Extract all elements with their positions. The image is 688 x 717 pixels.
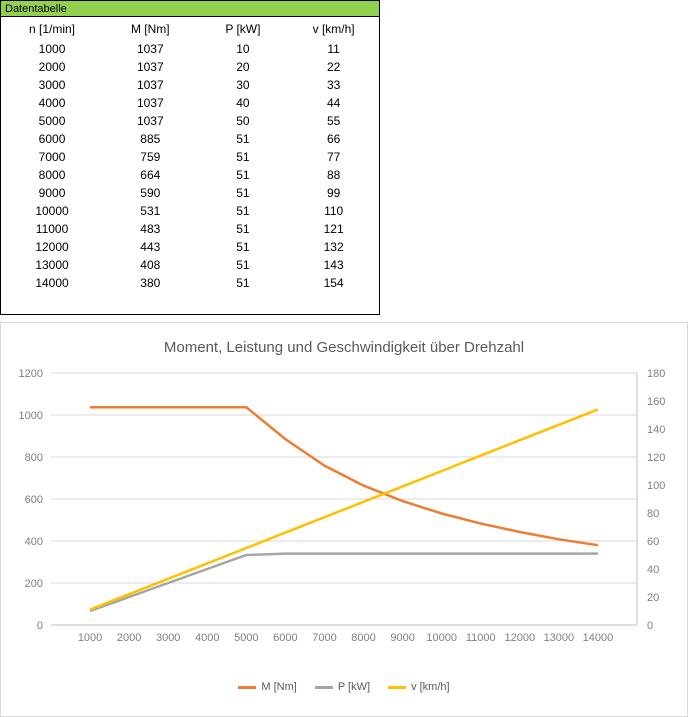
table-cell: 2000 <box>38 60 66 74</box>
table-cell: 10 <box>236 42 250 56</box>
table-cell: 3000 <box>38 78 66 92</box>
chart-panel <box>0 322 688 717</box>
table-cell: 30 <box>236 78 250 92</box>
x-axis-tick-label: 8000 <box>351 632 376 644</box>
table-row <box>1 184 379 202</box>
table-cell: 51 <box>236 132 250 146</box>
data-table <box>1 20 379 292</box>
table-cell: 66 <box>326 132 341 146</box>
table-cell: 110 <box>324 204 344 218</box>
x-axis-tick-label: 12000 <box>504 632 536 644</box>
y-axis-tick-label: 400 <box>24 536 43 548</box>
table-cell: 51 <box>236 258 250 272</box>
y2-axis-tick-label: 140 <box>647 424 666 436</box>
table-row <box>1 202 379 220</box>
x-axis-tick-label: 5000 <box>234 632 259 644</box>
legend-item[interactable] <box>238 681 296 693</box>
y-axis-tick-label: 1000 <box>18 410 43 422</box>
x-axis-tick-label: 6000 <box>273 632 298 644</box>
table-cell: 11000 <box>35 222 69 236</box>
table-cell: 7000 <box>38 150 66 164</box>
table-cell: 4000 <box>38 96 66 110</box>
table-cell: 143 <box>323 258 344 272</box>
table-header-cell: v [km/h] <box>312 22 355 36</box>
legend-label: v [km/h] <box>411 681 450 693</box>
table-cell: 1037 <box>136 114 164 128</box>
table-row <box>1 148 379 166</box>
y2-axis-tick-label: 100 <box>647 480 666 492</box>
table-cell: 13000 <box>35 258 69 272</box>
table-cell: 22 <box>326 60 341 74</box>
table-row <box>1 166 379 184</box>
x-axis-tick-label: 10000 <box>426 632 457 644</box>
legend-label: P [kW] <box>337 681 371 693</box>
table-cell: 51 <box>236 240 250 254</box>
legend-item[interactable] <box>315 681 370 693</box>
legend-swatch <box>315 686 333 689</box>
y-axis-tick-label: 800 <box>24 452 43 464</box>
table-cell: 443 <box>140 240 161 254</box>
y-axis-tick-label: 600 <box>24 494 43 506</box>
table-cell: 132 <box>323 240 344 254</box>
table-cell: 33 <box>326 78 341 92</box>
table-cell: 77 <box>326 150 341 164</box>
chart-legend <box>1 681 687 693</box>
y2-axis-tick-label: 120 <box>647 452 666 464</box>
table-cell: 51 <box>236 150 250 164</box>
table-cell: 10000 <box>35 204 69 218</box>
data-table-panel <box>0 0 380 315</box>
legend-swatch <box>388 686 406 689</box>
table-cell: 99 <box>326 186 341 200</box>
table-cell: 531 <box>140 204 161 218</box>
table-cell: 664 <box>140 168 161 182</box>
table-cell: 1000 <box>38 42 66 56</box>
y2-axis-tick-label: 20 <box>647 592 660 604</box>
table-row <box>1 94 379 112</box>
y2-axis-tick-label: 80 <box>647 508 660 520</box>
legend-item[interactable] <box>388 681 450 693</box>
table-cell: 51 <box>236 222 250 236</box>
table-cell: 121 <box>323 222 344 236</box>
y-axis-tick-label: 200 <box>24 578 43 590</box>
table-header-cell: M [Nm] <box>130 22 170 36</box>
table-cell: 759 <box>140 150 161 164</box>
table-cell: 50 <box>236 114 250 128</box>
table-cell: 51 <box>236 186 250 200</box>
table-row <box>1 130 379 148</box>
table-cell: 590 <box>140 186 161 200</box>
chart-plot-area <box>1 363 687 673</box>
x-axis-tick-label: 9000 <box>390 632 415 644</box>
x-axis-tick-label: 3000 <box>155 632 181 644</box>
table-cell: 8000 <box>38 168 66 182</box>
y2-axis-tick-label: 160 <box>647 396 666 408</box>
table-cell: 483 <box>140 222 161 236</box>
y2-axis-tick-label: 180 <box>647 368 666 380</box>
table-row <box>1 274 379 292</box>
table-cell: 12000 <box>35 240 69 254</box>
table-header-row <box>1 20 379 40</box>
chart-svg <box>1 363 687 673</box>
series-line-vkmh <box>90 409 598 609</box>
y-axis-tick-label: 0 <box>36 620 43 632</box>
y2-axis-tick-label: 40 <box>647 564 660 576</box>
x-axis-tick-label: 4000 <box>195 632 220 644</box>
table-cell: 40 <box>236 96 250 110</box>
table-cell: 5000 <box>38 114 66 128</box>
table-cell: 51 <box>236 204 250 218</box>
x-axis-tick-label: 1000 <box>77 632 103 644</box>
table-row <box>1 40 379 58</box>
table-cell: 20 <box>236 60 250 74</box>
table-header-cell: P [kW] <box>225 22 261 36</box>
table-cell: 1037 <box>136 78 164 92</box>
table-cell: 11 <box>327 42 340 56</box>
chart-title: Moment, Leistung und Geschwindigkeit über Drehzahl <box>163 339 525 356</box>
table-cell: 1037 <box>136 96 164 110</box>
table-cell: 44 <box>326 96 341 110</box>
table-body <box>1 40 379 292</box>
table-cell: 88 <box>326 168 341 182</box>
table-cell: 380 <box>140 276 161 290</box>
table-row <box>1 76 379 94</box>
x-axis-tick-label: 11000 <box>465 632 496 644</box>
y-axis-tick-label: 1200 <box>18 368 43 380</box>
table-cell: 6000 <box>38 132 66 146</box>
x-axis-tick-label: 7000 <box>312 632 337 644</box>
series-line-mnm <box>90 407 598 545</box>
table-cell: 51 <box>236 276 250 290</box>
legend-label: M [Nm] <box>261 681 297 693</box>
x-axis-tick-label: 2000 <box>116 632 142 644</box>
table-cell: 408 <box>140 258 161 272</box>
table-cell: 9000 <box>38 186 66 200</box>
table-cell: 1037 <box>136 60 164 74</box>
table-cell: 55 <box>326 114 341 128</box>
table-row <box>1 112 379 130</box>
legend-swatch <box>238 686 256 689</box>
y2-axis-tick-label: 0 <box>647 620 654 632</box>
table-cell: 154 <box>323 276 344 290</box>
x-axis-tick-label: 14000 <box>582 632 614 644</box>
x-axis-tick-label: 13000 <box>543 632 575 644</box>
table-row <box>1 220 379 238</box>
data-table-title: Datentabelle <box>1 1 379 17</box>
table-header-cell: n [1/min] <box>29 22 76 36</box>
table-row <box>1 238 379 256</box>
table-cell: 14000 <box>35 276 69 290</box>
table-row <box>1 256 379 274</box>
series-line-pkw <box>90 554 598 611</box>
table-row <box>1 58 379 76</box>
y2-axis-tick-label: 60 <box>647 536 660 548</box>
table-cell: 1037 <box>136 42 164 56</box>
table-cell: 885 <box>140 132 161 146</box>
table-cell: 51 <box>236 168 250 182</box>
